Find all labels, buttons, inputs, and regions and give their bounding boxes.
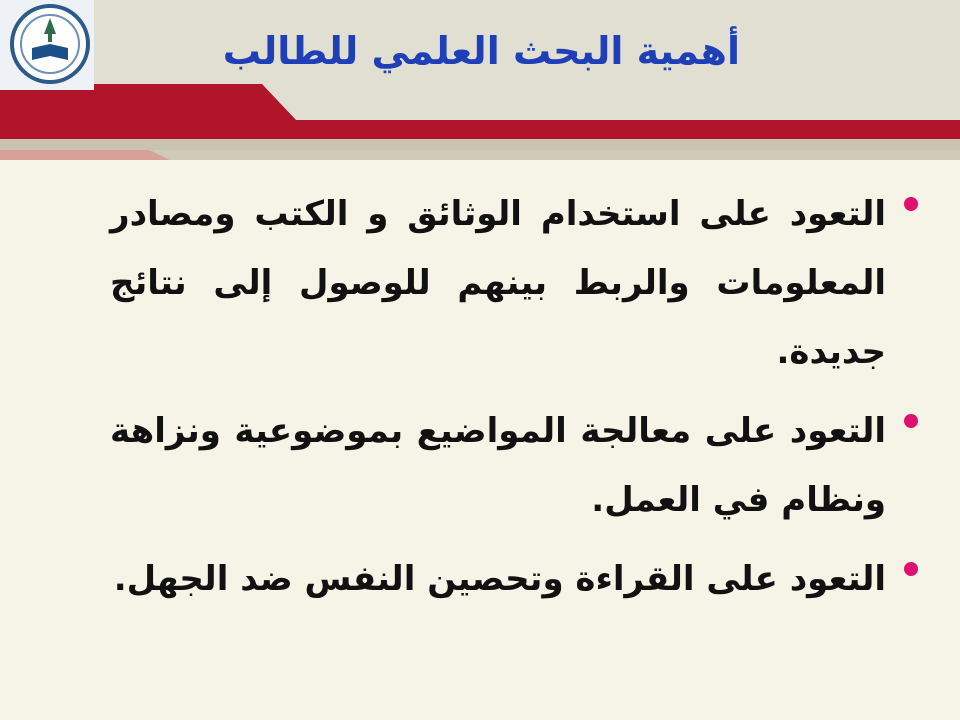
- bullet-item: [110, 397, 920, 535]
- slide-header: [0, 0, 960, 160]
- bullet-text: التعود على القراءة وتحصين النفس ضد الجهل.: [113, 559, 886, 599]
- bullet-item: [110, 545, 920, 614]
- bullet-dot-icon: [904, 414, 918, 428]
- bullet-dot-icon: [904, 197, 918, 211]
- bullet-text: التعود على معالجة المواضيع بموضوعية ونزاهة ونظام في العمل.: [110, 411, 886, 520]
- bullet-dot-icon: [904, 562, 918, 576]
- bullet-item: [110, 180, 920, 387]
- bullet-list: [110, 180, 920, 624]
- bullet-text: التعود على استخدام الوثائق و الكتب ومصادر المعلومات والربط بينهم للوصول إلى نتائج جديدة.: [110, 194, 886, 372]
- slide-title: أهمية البحث العلمي للطالب: [222, 29, 740, 73]
- header-band-graphic: [0, 0, 960, 160]
- king-saud-university-logo: [0, 0, 94, 90]
